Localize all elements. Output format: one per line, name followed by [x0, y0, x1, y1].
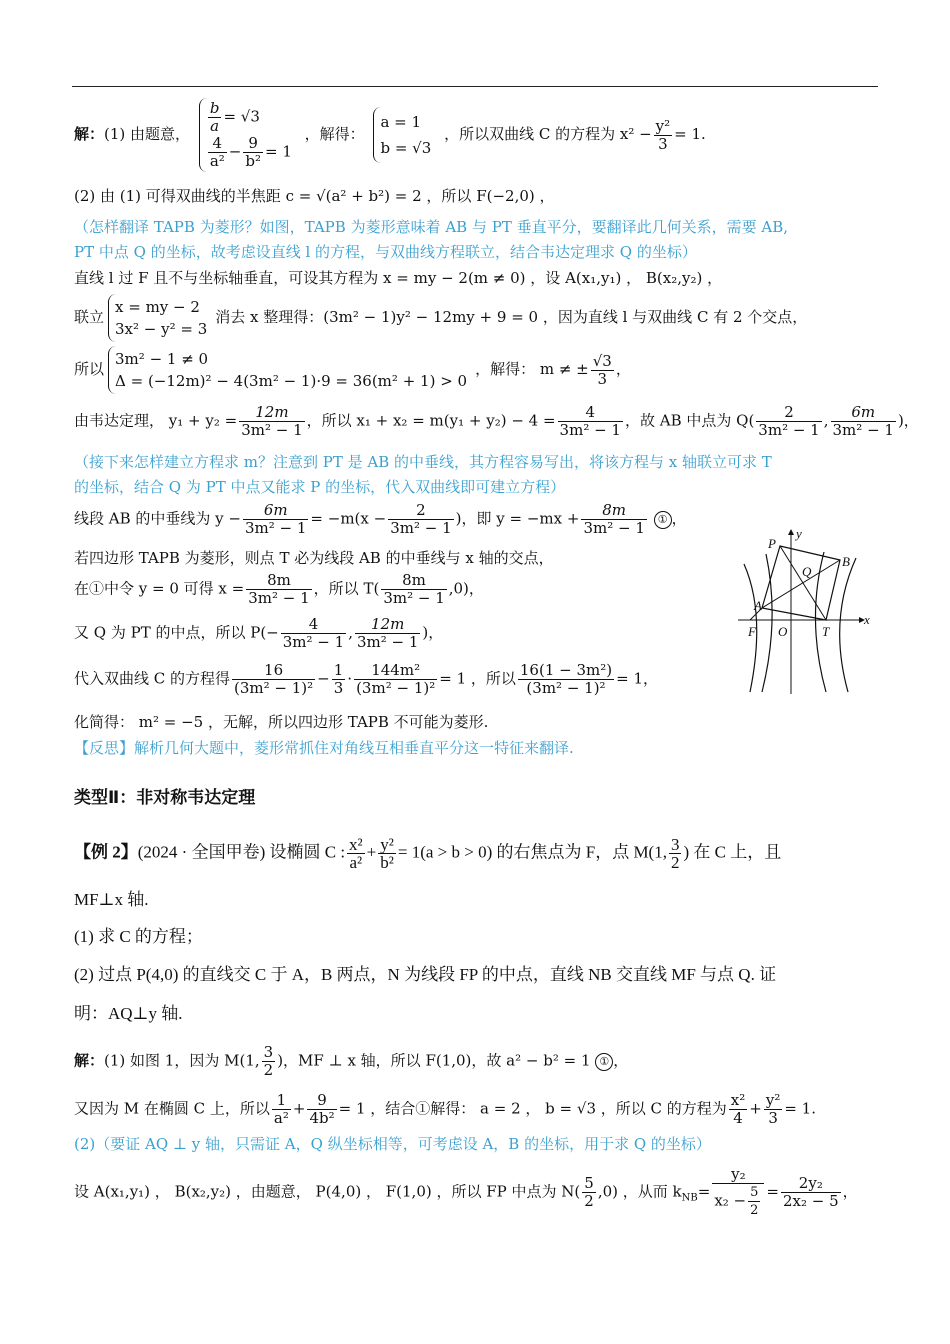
example-2-question-2-line-2: 明：AQ⊥y 轴.: [74, 1004, 183, 1023]
simplify-result: 化简得： m² = −5 ，无解，所以四边形 TAPB 不可能为菱形.: [74, 713, 489, 731]
hyperbola-rhombus-figure: [736, 524, 882, 704]
top-rule: [72, 86, 878, 87]
solution-part1: 解：(1) 由题意， $\frac{b}{a}$ = √3 $\frac{4}{\text{a²}}$ − $\frac{9}{\text{b²}}$ = 1 ，解得： a = 1 b = √3 ，所以双曲线 C 的方程为 x² − $\frac{\text{y²}}{3}$ = 1.: [74, 99, 706, 170]
vieta-line: 由韦达定理， y₁ + y₂ = $\frac{12m}{\text{3m² − 1}}$ ，所以 x₁ + x₂ = m(y₁ + y₂) − 4 = $\frac{4}{\text{3m² − 1}}$ ，故 AB 中点为 Q( $\frac{2}{\text{3m² − 1}}$ , $\frac{6m}{\text{3m² − 1}}$ )，: [74, 403, 919, 439]
substitute-into-hyperbola: 代入双曲线 C 的方程得 $\frac{16}{\text{(3m² − 1)²}}$ − $\frac{1}{3}$ · $\frac{\text{144m²}}{\text{(3m² − 1)²}}$ = 1 ，所以 $\frac{\text{16(1 − 3m²)}}{\text{(3m² − 1)²}}$ = 1，: [74, 661, 659, 697]
label-q: Q: [802, 564, 812, 579]
label-x: x: [864, 612, 870, 627]
example-2-line-2: MF⊥x 轴.: [74, 890, 149, 909]
perpendicular-bisector: 线段 AB 的中垂线为 y − $\frac{6m}{\text{3m² − 1}}$ = −m(x − $\frac{2}{\text{3m² − 1}}$ )，即 y = −mx + $\frac{8m}{\text{3m² − 1}}$ ① ，: [74, 501, 687, 537]
label-b: B: [842, 554, 850, 569]
simultaneous-equations: 联立 x = my − 2 3x² − y² = 3 消去 x 整理得：(3m² − 1)y² − 12my + 9 = 0 ，因为直线 l 与双曲线 C 有 2 个交点，: [74, 294, 807, 342]
rhombus-condition: 若四边形 TAPB 为菱形，则点 T 必为线段 AB 的中垂线与 x 轴的交点，: [74, 549, 554, 567]
point-t: 在①中令 y = 0 可得 x = $\frac{8m}{\text{3m² − 1}}$ ，所以 T( $\frac{8m}{\text{3m² − 1}}$ ,0)，: [74, 571, 484, 607]
hint-1-line-2: PT 中点 Q 的坐标，故考虑设直线 l 的方程，与双曲线方程联立，结合韦达定理求 Q 的坐标）: [74, 243, 697, 261]
example-2-solution-line-2: 又因为 M 在椭圆 C 上，所以 $\frac{1}{\text{a²}}$ + $\frac{9}{\text{4b²}}$ = 1 ，结合①解得： a = 2 ， b = √3 ，所以 C 的方程为 $\frac{\text{x²}}{4}$ + $\frac{\text{y²}}{3}$ = 1.: [74, 1091, 816, 1127]
hyperbola-right-branch: [815, 552, 826, 692]
hyperbola-outer-right-branch: [840, 558, 856, 692]
label-p: P: [768, 536, 776, 551]
example-2-question-1: (1) 求 C 的方程；: [74, 927, 203, 946]
label-f: F: [748, 624, 756, 639]
solved-system: a = 1 b = √3: [373, 107, 435, 163]
label-a: A: [754, 598, 762, 613]
label-y: y: [796, 526, 802, 541]
section-title: 类型Ⅱ：非对称韦达定理: [74, 788, 256, 808]
example-2-hint: (2)（要证 AQ ⊥ y 轴，只需证 A，Q 纵坐标相等，可考虑设 A，B 的坐标，用于求 Q 的坐标）: [74, 1135, 711, 1153]
solution-part2-line: (2) 由 (1) 可得双曲线的半焦距 c = √(a² + b²) = 2 ，所以 F(−2,0) ，: [74, 187, 555, 205]
rhombus-tapb: [762, 546, 840, 620]
example-2-question-2-line-1: (2) 过点 P(4,0) 的直线交 C 于 A，B 两点，N 为线段 FP 的中点，直线 NB 交直线 MF 与点 Q. 证: [74, 965, 777, 984]
example-2-solution-last-line: 设 A(x₁,y₁) ， B(x₂,y₂) ，由题意， P(4,0) ， F(1,0) ，所以 FP 中点为 N( $\frac{5}{2}$ ,0) ，从而 $k_{NB}=$ y₂ x₂ − $\frac{5}{2}$ = $\frac{\text{2y₂}}{\text{2x₂ − 5}}$ ，: [74, 1165, 858, 1218]
hint-1-line-1: （怎样翻译 TAPB 为菱形？如图，TAPB 为菱形意味着 AB 与 PT 垂直平分，要翻译此几何关系，需要 AB,: [74, 218, 788, 236]
hint-2-line-2: 的坐标，结合 Q 为 PT 中点又能求 P 的坐标，代入双曲线即可建立方程）: [74, 478, 566, 496]
line-setup: 直线 l 过 F 且不与坐标轴垂直，可设其方程为 x = my − 2(m ≠ 0) ，设 A(x₁,y₁) ， B(x₂,y₂) ，: [74, 269, 723, 287]
label-o: O: [778, 624, 788, 639]
example-2-solution-line-1: 解：(1) 如图 1，因为 M(1, $\frac{3}{2}$ )，MF ⊥ x 轴，所以 F(1,0)，故 a² − b² = 1 ① ，: [74, 1043, 629, 1079]
reflection: 【反思】解析几何大题中，菱形常抓住对角线互相垂直平分这一特征来翻译.: [74, 739, 574, 757]
label-t: T: [822, 624, 830, 639]
discriminant-condition: 所以 3m² − 1 ≠ 0 Δ = (−12m)² − 4(3m² − 1)·9 = 36(m² + 1) > 0 ，解得： m ≠ ± $\frac{√3}{3}$ ，: [74, 346, 631, 394]
hyperbola-inner-left-branch: [762, 554, 772, 692]
example-2-line-1: 【例 2】(2024 · 全国甲卷) 设椭圆 C : $\frac{\text{x²}}{\text{a²}}$ + $\frac{\text{y²}}{\text{b²}}$ = 1(a > b > 0) 的右焦点为 F，点 M(1, $\frac{3}{2}$ ) 在 C 上，且: [74, 835, 782, 872]
point-p: 又 Q 为 PT 的中点，所以 P(− $\frac{4}{\text{3m² − 1}}$ , $\frac{12m}{\text{3m² − 1}}$ )，: [74, 615, 444, 651]
given-system: $\frac{b}{a}$ = √3 $\frac{4}{\text{a²}}$ − $\frac{9}{\text{b²}}$ = 1: [199, 98, 296, 172]
hint-2-line-1: （接下来怎样建立方程求 m？注意到 PT 是 AB 的中垂线，其方程容易写出，将该方程与 x 轴联立可求 T: [74, 453, 772, 471]
